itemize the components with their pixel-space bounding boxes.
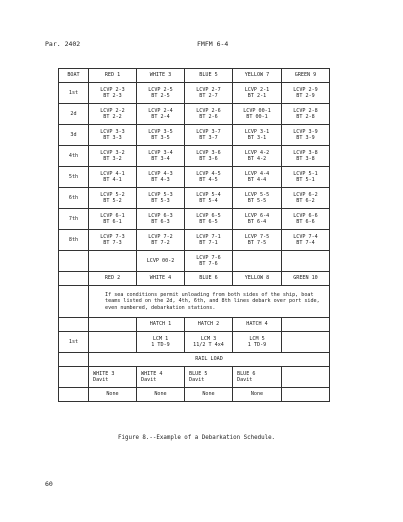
cell-line: LCVP 4-2 [244,149,270,156]
boat-label: 1st [59,332,89,353]
table-row [59,69,330,83]
cell-line: LCVP 3-2 [100,149,125,156]
column-header: YELLOW 7 [233,69,282,83]
boat-label [59,251,89,272]
cell-line: LCVP 6-2 [293,191,318,198]
hatch-header: HATCH 2 [185,318,233,332]
table-row [59,286,330,318]
boat-label: 7th [59,209,89,230]
secondary-column-header: YELLOW 8 [233,272,282,286]
cell-line: WHITE 3 [93,370,115,377]
rail-load-value: None [137,388,185,402]
figure-caption: Figure 8.--Example of a Debarkation Schedule. [118,435,276,441]
cell-line: LCVP 6-6 [293,212,318,219]
schedule-cell [282,83,330,104]
cell-line: LCVP 4-1 [100,170,125,177]
schedule-cell [89,251,137,272]
schedule-cell [89,104,137,125]
schedule-cell [89,230,137,251]
cell-line: BT 7-6 [199,261,218,267]
cell-line: Davit [189,377,205,384]
secondary-column-header: RED 2 [89,272,137,286]
cell-line: LCVP 7-5 [244,233,270,240]
cell-line: LCVP 6-1 [100,212,125,219]
cell-line: LCM 5 [249,335,265,342]
cell-line: BT 3-2 [103,156,122,162]
empty-cell [282,388,330,402]
rail-load-header [137,367,185,388]
cell-line: LCVP 3-1 [244,128,270,135]
cell-line: BT 5-2 [103,198,122,204]
schedule-cell [185,230,233,251]
cell-line: BT 3-4 [151,156,170,162]
cell-line: LCVP 00-1 [243,107,271,114]
cell-line: BLUE 6 [237,370,256,377]
cell-line: BT 6-2 [296,198,315,204]
debarkation-schedule-table [58,68,330,402]
schedule-cell [137,230,185,251]
cell-line: LCVP 3-5 [148,128,173,135]
cell-line: BT 3-7 [199,135,218,141]
debarkation-note: If sea conditions permit unloading from both sides of the ship, boat teams listed on the 2d, 4th, 6th, and 8th lines debark over port side, even numbered, debarkation stations. [89,286,330,318]
cell-line: LCVP 7-4 [293,233,318,240]
schedule-cell [185,251,233,272]
empty-cell [59,388,89,402]
table-row [59,125,330,146]
secondary-column-header: BLUE 6 [185,272,233,286]
schedule-cell [185,125,233,146]
empty-cell [59,318,89,332]
schedule-cell [137,209,185,230]
schedule-cell [233,251,282,272]
boat-label: 1st [59,83,89,104]
cell-line: Davit [93,377,109,384]
cell-line: LCVP 2-2 [100,107,125,114]
cell-line: LCVP 3-8 [293,149,318,156]
cell-line: Davit [141,377,157,384]
schedule-cell [185,104,233,125]
cell-line: LCVP 5-4 [196,191,221,198]
cell-line: WHITE 4 [141,370,163,377]
schedule-cell [233,188,282,209]
manual-reference: FMFM 6-4 [197,40,229,48]
cell-line: BT 2-6 [199,114,218,120]
cell-line: LCVP 3-9 [293,128,318,135]
schedule-cell [89,209,137,230]
cell-line: LCVP 4-5 [196,170,221,177]
cell-line: 1 TD-9 [247,342,267,349]
column-header: BLUE 5 [185,69,233,83]
schedule-cell [137,188,185,209]
empty-cell [59,286,89,318]
table-row [59,83,330,104]
rail-load-value: None [233,388,282,402]
schedule-cell [137,167,185,188]
cell-line: BT 7-5 [247,240,267,246]
schedule-cell [89,146,137,167]
schedule-cell [185,83,233,104]
cell-line: BT 4-3 [151,177,170,183]
cell-line: BT 6-5 [199,219,218,225]
rail-load-header [233,367,282,388]
cell-line: LCVP 2-7 [196,86,221,93]
cell-line: LCVP 2-6 [196,107,221,114]
cell-line: BT 6-3 [151,219,170,225]
cell-line: BT 5-3 [151,198,170,204]
table-row [59,188,330,209]
hatch-cell [233,332,282,353]
cell-line: BT 2-9 [296,93,315,99]
table-row [59,167,330,188]
cell-line: BT 3-5 [151,135,170,141]
cell-line: LCM 3 [200,335,217,342]
empty-cell [59,353,89,367]
boat-label: 8th [59,230,89,251]
table-row [59,230,330,251]
cell-line: BT 4-2 [247,156,267,162]
empty-cell [89,318,137,332]
cell-line: BT 5-1 [296,177,315,183]
cell-line: LCVP 2-1 [244,86,270,93]
schedule-cell [282,104,330,125]
cell-line: 11/2 T 4x4 [193,342,224,349]
empty-cell [59,272,89,286]
table-row [59,251,330,272]
secondary-column-header: WHITE 4 [137,272,185,286]
schedule-cell [233,146,282,167]
rail-load-value: None [185,388,233,402]
schedule-cell [282,230,330,251]
cell-line: BT 4-4 [247,177,267,183]
cell-line: BT 3-8 [296,156,315,162]
table-row [59,146,330,167]
schedule-cell [137,251,185,272]
rail-load-value: None [89,388,137,402]
cell-line: LCVP 3-3 [100,128,125,135]
schedule-cell [137,104,185,125]
cell-line: LCVP 6-3 [148,212,173,219]
cell-line: BT 2-4 [151,114,170,120]
cell-line: LCVP 3-4 [148,149,173,156]
cell-line: LCVP 7-3 [100,233,125,240]
schedule-cell [282,251,330,272]
schedule-cell [233,230,282,251]
cell-line: LCVP 6-5 [196,212,221,219]
schedule-cell [233,125,282,146]
cell-line: BT 5-4 [199,198,218,204]
cell-line: LCVP 7-2 [148,233,173,240]
cell-line: BT 3-3 [103,135,122,141]
cell-line: 1 TD-9 [151,342,170,349]
cell-line: LCVP 2-5 [148,86,173,93]
cell-line: LCVP 6-4 [244,212,270,219]
cell-line: LCVP 7-1 [196,233,221,240]
cell-line: BT 5-5 [247,198,267,204]
cell-line: LCVP 2-9 [293,86,318,93]
schedule-cell [89,83,137,104]
cell-line: BT 2-3 [103,93,122,99]
boat-label: 4th [59,146,89,167]
cell-line: BT 00-1 [246,114,268,120]
table-row [59,318,330,332]
schedule-cell [89,167,137,188]
cell-line: BT 2-5 [151,93,170,99]
cell-line: LCM 1 [152,335,169,342]
schedule-cell [137,146,185,167]
rail-load-header [185,367,233,388]
page-number: 60 [45,480,53,488]
schedule-cell [89,125,137,146]
cell-line: BT 6-6 [296,219,315,225]
cell-line: LCVP 2-8 [293,107,318,114]
schedule-cell [233,167,282,188]
cell-line: LCVP 2-3 [100,86,125,93]
hatch-header: HATCH 4 [233,318,282,332]
boat-label: 2d [59,104,89,125]
boat-label: 5th [59,167,89,188]
cell-line: BT 6-4 [247,219,267,225]
boat-label: 6th [59,188,89,209]
rail-load-title: RAIL LOAD [89,353,330,367]
boat-label: 3d [59,125,89,146]
schedule-cell [282,188,330,209]
empty-cell [282,367,330,388]
cell-line: BT 2-2 [103,114,122,120]
cell-line: BT 4-1 [103,177,122,183]
column-header: WHITE 3 [137,69,185,83]
schedule-cell [137,83,185,104]
table-row [59,367,330,388]
table-row [59,388,330,402]
empty-cell [282,332,330,353]
cell-line: BT 2-7 [199,93,218,99]
schedule-cell [89,188,137,209]
schedule-cell [137,125,185,146]
schedule-cell [282,209,330,230]
cell-line: BT 6-1 [103,219,122,225]
empty-cell [59,367,89,388]
schedule-cell [282,125,330,146]
cell-line: BLUE 5 [189,370,208,377]
schedule-cell [233,104,282,125]
cell-line: LCVP 3-6 [196,149,221,156]
schedule-cell [185,167,233,188]
schedule-cell [282,146,330,167]
cell-line: Davit [237,377,253,384]
cell-line: LCVP 5-5 [244,191,270,198]
cell-line: LCVP 2-4 [148,107,173,114]
schedule-cell [185,146,233,167]
schedule-cell [185,188,233,209]
secondary-column-header: GREEN 10 [282,272,330,286]
hatch-cell [137,332,185,353]
cell-line: BT 7-2 [151,240,170,246]
cell-line: LCVP 00-2 [146,257,175,264]
rail-load-header [89,367,137,388]
cell-line: LCVP 3-7 [196,128,221,135]
cell-line: BT 4-5 [199,177,218,183]
schedule-cell [233,83,282,104]
cell-line: BT 2-1 [247,93,267,99]
empty-cell [89,332,137,353]
cell-line: LCVP 5-3 [148,191,173,198]
cell-line: LCVP 4-3 [148,170,173,177]
table-row [59,209,330,230]
cell-line: BT 3-1 [247,135,267,141]
cell-line: BT 7-3 [103,240,122,246]
cell-line: LCVP 5-2 [100,191,125,198]
table-row [59,104,330,125]
cell-line: BT 7-4 [296,240,315,246]
column-header: GREEN 9 [282,69,330,83]
cell-line: BT 3-9 [296,135,315,141]
schedule-cell [282,167,330,188]
hatch-cell [185,332,233,353]
column-header: BOAT [59,69,89,83]
paragraph-reference: Par. 2402 [45,40,81,48]
cell-line: BT 7-1 [199,240,218,246]
cell-line: BT 2-8 [296,114,315,120]
hatch-header: HATCH 1 [137,318,185,332]
column-header: RED 1 [89,69,137,83]
empty-cell [282,318,330,332]
schedule-cell [185,209,233,230]
table-row [59,353,330,367]
schedule-cell [233,209,282,230]
cell-line: LCVP 7-6 [196,254,221,261]
table-row [59,272,330,286]
cell-line: LCVP 5-1 [293,170,318,177]
cell-line: BT 3-6 [199,156,218,162]
cell-line: LCVP 4-4 [244,170,270,177]
table-row [59,332,330,353]
